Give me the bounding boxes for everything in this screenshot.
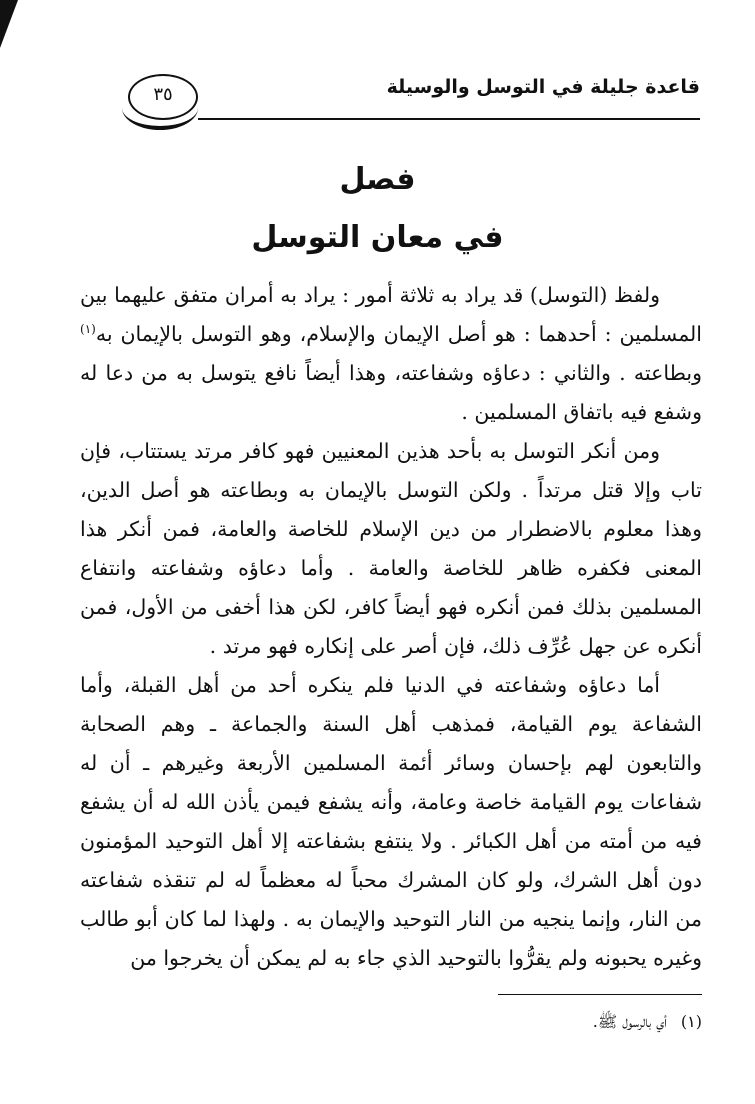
chapter-title: فصل xyxy=(339,162,416,197)
paragraph-text: ولفظ (التوسل) قد يراد به ثلاثة أمور : يراد به أمران متفق عليهما بين المسلمين : أحدهما : هو أصل الإيمان والإسلام، وهو التوسل بالإيمان به xyxy=(80,283,702,346)
paragraph: ومن أنكر التوسل به بأحد هذين المعنيين فهو كافر مرتد يستتاب، فإن تاب وإلا قتل مرتداً . ولكن التوسل بالإيمان به وبطاعته هو أصل الدين، وهذا معلوم بالاضطرار من دين الإسلام للخاصة والعامة، فمن أنكر هذا المعنى فكفره ظاهر للخاصة والعامة . وأما دعاؤه وشفاعته وانتفاع المسلمين بذلك فمن أنكره فهو أيضاً كافر، لكن هذا أخفى من الأول، فمن أنكره عن جهل عُرِّف ذلك، فإن أصر على إنكاره فهو مرتد . xyxy=(80,439,702,658)
paragraph-text: وبطاعته . والثاني : دعاؤه وشفاعته، وهذا أيضاً نافع يتوسل به من دعا له وشفع فيه باتفاق المسلمين . xyxy=(80,361,702,424)
footnote-reference[interactable]: (١) xyxy=(80,322,96,337)
footnote xyxy=(80,1012,702,1035)
book-title: قاعدة جليلة في التوسل والوسيلة xyxy=(386,76,700,98)
footnote-number: (١) xyxy=(680,1012,702,1031)
paragraph xyxy=(80,276,702,432)
footnote-rule xyxy=(498,994,702,995)
header-rule xyxy=(198,118,700,120)
page-number: ٣٥ xyxy=(153,84,173,105)
body-text xyxy=(80,276,702,978)
page-corner-mark xyxy=(0,0,18,48)
running-header xyxy=(118,70,700,120)
chapter-subtitle: في معان التوسل xyxy=(251,220,504,255)
paragraph: أما دعاؤه وشفاعته في الدنيا فلم ينكره أحد من أهل القبلة، وأما الشفاعة يوم القيامة، فمذهب أهل السنة والجماعة ـ وهم الصحابة والتابعون لهم بإحسان وسائر أئمة المسلمين الأربعة وغيرهم ـ أن له شفاعات يوم القيامة خاصة وعامة، وأنه يشفع فيمن يأذن الله له أن يشفع فيه من أمته من أهل الكبائر . ولا ينتفع بشفاعته إلا أهل التوحيد المؤمنون دون أهل الشرك، ولو كان المشرك محباً له معظماً له لم تنقذه شفاعته من النار، وإنما ينجيه من النار التوحيد والإيمان به . ولهذا لما كان أبو طالب وغيره يحبونه ولم يقرُّوا بالتوحيد الذي جاء به لم يمكن أن يخرجوا من xyxy=(80,673,702,970)
footnote-text: أي بالرسول ﷺ. xyxy=(592,1012,667,1031)
